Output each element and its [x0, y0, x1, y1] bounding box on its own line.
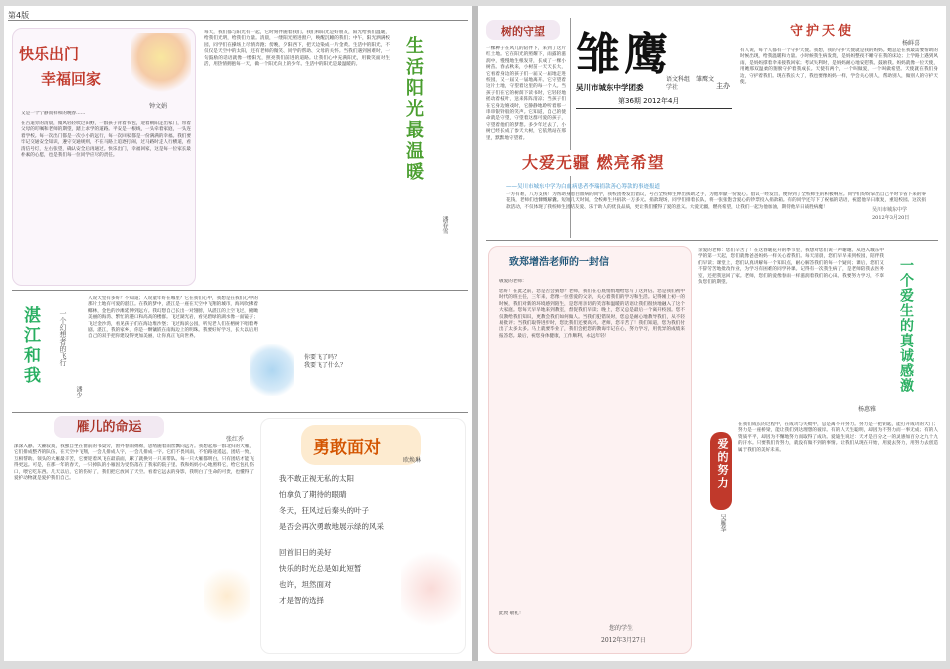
swallow-author: 张红乔	[226, 436, 245, 443]
letter-greeting: 敬爱的老师：	[499, 279, 527, 284]
section-rule-1	[12, 290, 468, 291]
happy-trip-article	[12, 28, 196, 286]
brave-line: 怕拿负了期待的眼睛	[279, 490, 347, 499]
brave-author: 欧焕琳	[403, 457, 422, 464]
tree-body: 一棵种子在风儿的陪伴下，来到了这片红土地。它在阳光的照耀下，雨露的滋润中，慢慢地生根发芽，长成了一棵小树苗。春去秋来，小树苗一天天长大，它看着身边的孩子们一届又一届地走进校园，又一届又一届地离开。它守望着这片土地，守望着这里的每一个人。当孩子们在它的树荫下读书时，它轻轻地摇动着枝叶，送来阵阵清凉；当孩子们在它身边嬉戏时，它静静地聆听着那一串串银铃般的笑声。它知道，自己的使命就是守望，守望着这群可爱的孩子，守望着他们的梦想。多少年过去了，小树已经长成了参天大树，它依然站在那里，默默地守望着。	[486, 46, 566, 141]
tree-title-pill	[486, 20, 560, 40]
happy-trip-author: 钟文娟	[149, 103, 168, 110]
sunshine-body: 每天，我们都与阳光有一起，它时刻伴随着我们。我们和阳光是好朋友，阳光给我们温暖，给我们光明，给我们力量。清晨，一缕阳光照进窗户，唤醒沉睡的我们；中午，阳光洒满校园，同学们在操场上尽情奔跑；傍晚，夕阳西下，把天边染成一片金黄。生活中的阳光，不仅仅是天空中的太阳，还有老师的微笑、同学的帮助、父母的关怀。当我们遇到困难时，一句鼓励的话语就像一缕阳光，照亮我们前进的道路。让我们心中充满阳光，用微笑面对生活，用热情拥抱每一天，做一个阳光向上的少年。生活中的阳光是最温暖的。	[204, 30, 390, 68]
brave-line: 也许，坦然面对	[279, 580, 332, 589]
grateful-title: 一个爱生的真诚感激	[898, 258, 914, 393]
letter-title: 致郑增浩老师的一封信	[509, 257, 609, 268]
swallow-title-pill	[54, 416, 164, 438]
masthead-sponsor-suffix: 主办	[716, 82, 730, 90]
guardian-angel-body: 有人说，每个人都有一个守护天使。我想，我的守护天使就是我的妈妈。她总是在我最需要帮助的时候出现，给我温暖和力量。小时候我生病发烧，是妈妈整夜不睡守在我的床边；上学路上遇到风雨，是妈妈撑着伞来接我回家；考试失利时，是妈妈耐心地安慰我、鼓励我。妈妈就像一位天使，用她那双温柔的翅膀守护着我成长。天使有两个，一个叫做爱，一个叫做希望。天使就在我们身边，守护着我们。现在我长大了，我也要像妈妈一样，学会关心别人，帮助别人，做别人的守护天使。	[740, 48, 938, 86]
poem-continued	[296, 370, 464, 410]
brave-line: 冬天，狂风过后秦头的叶子	[279, 506, 369, 515]
brave-line: 回首旧日的美好	[279, 548, 332, 557]
happy-trip-title-line1: 快乐出门	[19, 45, 80, 63]
poem-line-1: 你要飞了吗？	[304, 354, 341, 361]
brave-line: 才是智的选择	[279, 596, 324, 605]
big-love-date: 2012年3月20日	[872, 215, 910, 221]
guardian-angel-title: 守护天使	[790, 24, 855, 39]
section-rule-2	[12, 412, 468, 413]
letter-signature: 您的学生	[609, 625, 634, 632]
letter-body: 您好！在此之前，您是否会猜想？老师，我们在心底悄悄地给您写了这封信。您是我们初中时代的班主任，三年来，您像一位慈爱的父亲，关心着我们的学习和生活。记得刚上初一的时候，我们对新的环境感到陌生，是您用亲切的笑容和温暖的话语让我们很快地融入了这个大家庭。您每天早早地来到教室，督促我们早读；晚上，您又总是最后一个离开校园。您不仅教给我们知识，更教会我们如何做人。当我们犯错误时，您总是耐心地教导我们，从不轻易批评；当我们取得进步时，您比我们还要高兴。老师，您辛苦了！我们知道，您为我们付出了太多太多。马上就要毕业了，我们会把您的教诲牢记在心，努力学习，用优异的成绩来报答您。最后，祝您身体健康，工作顺利，永远年轻！	[499, 289, 685, 339]
running-girl-illustration-icon	[401, 549, 461, 629]
big-love-body: 一方有难，八方支援！为帮助身患白血病的同学，我校团委发出倡议，号召全校师生伸出援助之手，为他奉献一份爱心。倡议一经发出，便得到了全校师生的积极响应。同学们纷纷拿出自己平时节省下来的零花钱，老师们也慷慨解囊。短短几天时间，全校师生共捐款一万多元。捐款现场，同学们排着长队，将一张张饱含爱心的钞票投入捐款箱。有的同学还写下了祝福的话语，祝愿他早日康复，重返校园。这次捐款活动，不仅体现了我校师生团结友爱、乐于助人的优良品质，更让我们懂得了爱的意义。大爱无疆，燃亮希望，让我们一起为他加油，期待他早日战胜病魔！	[506, 192, 926, 210]
letter-signoff: 此致 敬礼！	[499, 611, 524, 616]
guardian-angel-author: 杨鲜喜	[902, 40, 921, 47]
grateful-body: 亲爱的老师：您们辛苦了！在这春暖花开的季节里，我想对您们说一声谢谢。从进入城东中学的第一天起，您们就像爸爸妈妈一样关心着我们。每天清晨，您们早早来到校园，陪伴我们早读；课堂上，您们认真讲解每一个知识点，耐心解答我们的每一个疑问；课后，您们又不辞劳苦地批改作业，为学习有困难的同学补课。记得有一次我生病了，是老师陪我去医务室，还把我送回了家。老师，您们的爱像春雨一样滋润着我们的心田。我要努力学习，不辜负您们的期望。	[698, 248, 884, 286]
zhanjiang-body: 人说天堂有多好？不知道；人说童年好在哪里？它在我们心中，我想是在我们心中的那片土地有可爱的湛江。在我的梦中，湛江是一座在天空中飞翔的城市，海风吹拂着椰林，金色的沙滩延伸到远方。我幻想自己长出一对翅膀，从湛江的上空飞过，俯瞰美丽的海湾、繁忙的港口和高高的楼群。飞过湖光岩，看见碧绿的湖水像一面镜子；飞过金沙湾，看见孩子们在海边堆沙堡；飞过海滨公园，听见老人们在榕树下唱着粤剧。湛江，我的家乡，你是一颗镶嵌在南海边上的明珠。我要好好学习，长大以后用自己的双手把你建设得更加美丽，让你真正飞向世界。	[88, 296, 258, 340]
flying-girl-illustration-icon	[250, 344, 294, 396]
swallow-title: 雁儿的命运	[76, 420, 142, 435]
masthead-rule	[576, 108, 732, 109]
brave-line: 我不敢正视无私的太阳	[279, 474, 354, 483]
brave-line: 快乐的时光总是如此短暂	[279, 564, 362, 573]
big-love-source: 吴川市城东中学	[872, 207, 908, 213]
grateful-author: 杨惠雅	[858, 406, 877, 413]
header-rule	[8, 20, 468, 21]
masthead-title: 雏鹰	[576, 29, 672, 80]
brave-title: 勇敢面对	[313, 438, 381, 458]
effort-title: 爱的努力	[716, 438, 729, 490]
brave-poem-box	[260, 418, 466, 654]
tree-title: 树的守望	[501, 25, 545, 38]
effort-body: 在我们成长的过程中，在成功与失败中，总是离不开努力。努力是一把钥匙，能打开成功的大门；努力是一座桥梁，能让我们到达理想的彼岸。有的人天生聪明，却因为不努力而一事无成；有的人资质平平，却因为不懈地努力而取得了成功。爱迪生说过：天才是百分之一的灵感加百分之九十九的汗水。只要我们肯努力，就没有做不到的事情。让我们从现在开始，用爱去努力，用努力去创造属于我们的美好未来。	[738, 422, 938, 453]
letter-article	[488, 246, 692, 654]
section-rule-3	[486, 240, 938, 241]
effort-author: 吴雁华	[719, 514, 726, 532]
page-number: 第4版	[8, 11, 30, 20]
sunshine-title: 生活阳光最温暖	[403, 36, 424, 183]
happy-trip-intro: 又是一个宁静而祥和的晚春……	[21, 111, 86, 116]
big-love-subtitle: ——吴川市城东中学为白血病患者李瑞捐款善心筹款的事迹报道	[506, 184, 661, 190]
happy-trip-title	[19, 43, 117, 91]
zhanjiang-author: 潘少	[75, 386, 82, 398]
masthead-sponsors: 语文科组 雏鹰文学社	[666, 76, 715, 91]
brave-line: 是否会再次勇敢地展示绿的风采	[279, 522, 384, 531]
big-love-title: 大爱无疆 燃亮希望	[522, 153, 665, 172]
zhanjiang-subtitle: 一个幻想者的飞行	[59, 310, 67, 366]
girl-illustration-icon	[131, 33, 191, 93]
sunshine-author: 潘春雪	[441, 216, 448, 234]
swallow-body: 深深入静。天籁寂寞，我独自坐在窗前的书桌旁，窗外春雨绵绵，思绪随着雨丝飘向远方。我想起那一群北归的大雁，它们排成整齐的队伍，在天空中飞翔，一会儿排成人字，一会儿排成一字。它们不畏风雨，不怕路途遥远，团结一致，互相帮助。领头的大雁最辛苦，它要迎着风飞在最前面，累了就换另一只来带队。每一只大雁都明白，只有团结才能飞得更远。可是，在那一年的春天，一只掉队的小雁因为受伤落在了我家的院子里。我和妈妈小心地照料它，给它包扎伤口，喂它吃东西。几天以后，它的伤好了，我们把它放回了天空。看着它远去的身影，我明白了生命的可贵，也懂得了爱护动物就是爱护我们自己。	[14, 444, 254, 482]
right-page	[478, 6, 946, 661]
happy-trip-title-line2: 幸福回家	[41, 70, 102, 88]
big-love-title-box	[522, 150, 702, 176]
poem-line-2: 我要飞了什么？	[304, 362, 347, 369]
masthead-issue: 第36期 2012年4月	[618, 97, 680, 105]
zhanjiang-title: 湛江和我	[20, 306, 40, 386]
masthead-school: 吴川市城东中学团委	[576, 83, 644, 92]
left-page	[4, 6, 472, 661]
letter-date: 2012年3月27日	[601, 637, 646, 644]
brave-line	[279, 535, 459, 545]
cupid-illustration-icon	[204, 566, 250, 626]
zhanjiang-body-continued	[264, 296, 464, 354]
happy-trip-body: 在古道旁的清晨，微风轻轻吹过田野，一群孩子背着书包，迎着朝阳走出家门，带着父母的叮嘱和老师的期望，踏上求学的道路。平安是一根线，一头牵着家庭，一头连着学校。每一次出门都是一次小小的远行，每一次回家都是一份满满的幸福。我们要牢记交通安全知识，遵守交通规则，不在马路上追逐打闹，过马路时走人行横道，看清信号灯，左右张望，确认安全后再通过。快乐出门，幸福回家，这是每一位家长最朴素的心愿，也是我们每一位同学应尽的责任。	[21, 121, 191, 159]
